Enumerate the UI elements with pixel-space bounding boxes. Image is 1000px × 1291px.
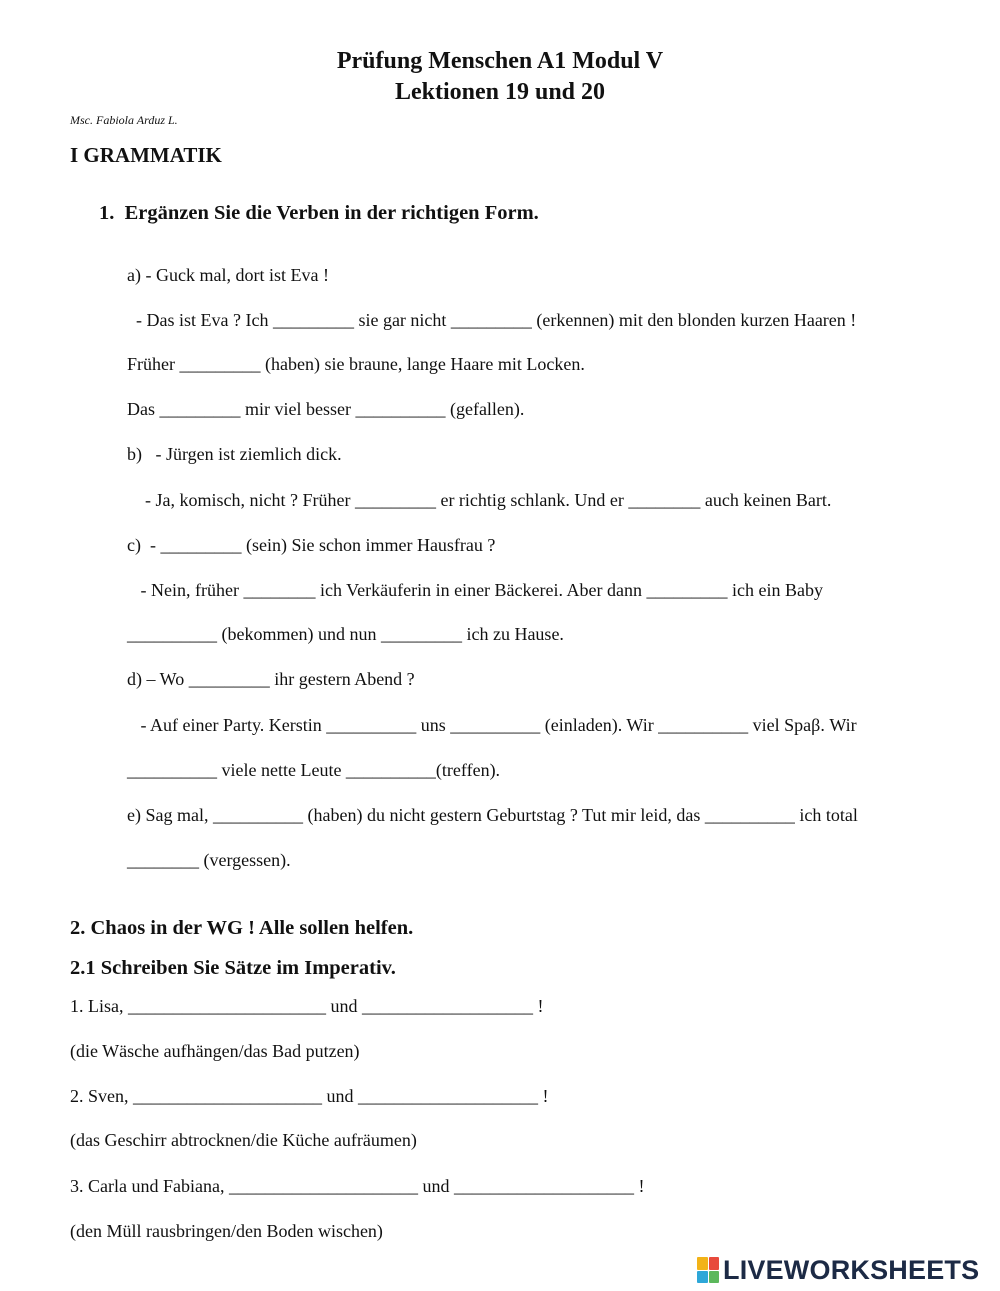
logo-square-1 <box>697 1257 708 1270</box>
exercise-1-line-b2: - Ja, komisch, nicht ? Früher _________ er richtig schlank. Und er ________ auch keinen Bart. <box>127 490 832 510</box>
exercise-1-line-e2: ________ (vergessen). <box>127 850 291 870</box>
liveworksheets-logo-icon <box>697 1257 719 1283</box>
imperative-hint-1: (die Wäsche aufhängen/das Bad putzen) <box>70 1041 360 1061</box>
exercise-1-line-e1: e) Sag mal, __________ (haben) du nicht gestern Geburtstag ? Tut mir leid, das __________ ich total <box>127 805 858 825</box>
exercise-1-line-b1: b) - Jürgen ist ziemlich dick. <box>127 444 342 464</box>
logo-square-4 <box>709 1271 720 1284</box>
section-heading-grammatik: I GRAMMATIK <box>70 143 222 167</box>
exercise-1-line-a4: Das _________ mir viel besser __________ (gefallen). <box>127 399 525 419</box>
author-name: Msc. Fabiola Arduz L. <box>70 113 178 127</box>
exercise-1-line-a3: Früher _________ (haben) sie braune, lange Haare mit Locken. <box>127 354 585 374</box>
imperative-sentence-2: 2. Sven, _____________________ und ____________________ ! <box>70 1086 549 1106</box>
imperative-sentence-1: 1. Lisa, ______________________ und ___________________ ! <box>70 996 544 1016</box>
exercise-1-line-d3: __________ viele nette Leute __________(treffen). <box>127 760 501 780</box>
exercise-1-title: 1. Ergänzen Sie die Verben in der richtigen Form. <box>99 202 539 224</box>
liveworksheets-logo <box>697 1254 979 1286</box>
exercise-1-line-c2: - Nein, früher ________ ich Verkäuferin in einer Bäckerei. Aber dann _________ ich ein Baby <box>127 580 823 600</box>
exercise-2-title: 2. Chaos in der WG ! Alle sollen helfen. <box>70 917 414 939</box>
page-subtitle: Lektionen 19 und 20 <box>394 79 606 105</box>
exercise-2-1-title: 2.1 Schreiben Sie Sätze im Imperativ. <box>70 957 396 979</box>
liveworksheets-logo-text: LIVEWORKSHEETS <box>723 1254 980 1285</box>
exercise-1-line-a2: - Das ist Eva ? Ich _________ sie gar nicht _________ (erkennen) mit den blonden kurzen Haaren ! <box>127 310 857 330</box>
exercise-1-line-c1: c) - _________ (sein) Sie schon immer Hausfrau ? <box>127 535 496 555</box>
logo-square-2 <box>709 1257 720 1270</box>
page-title: Prüfung Menschen A1 Modul V <box>336 48 664 74</box>
imperative-hint-3: (den Müll rausbringen/den Boden wischen) <box>70 1221 383 1241</box>
logo-square-3 <box>697 1271 708 1284</box>
exercise-1-line-d2: - Auf einer Party. Kerstin __________ uns __________ (einladen). Wir __________ viel Spaβ. Wir <box>127 715 857 735</box>
imperative-sentence-3: 3. Carla und Fabiana, _____________________ und ____________________ ! <box>70 1176 645 1196</box>
exercise-1-line-a1: a) - Guck mal, dort ist Eva ! <box>127 265 329 285</box>
exercise-1-line-d1: d) – Wo _________ ihr gestern Abend ? <box>127 669 415 689</box>
exercise-1-line-c3: __________ (bekommen) und nun _________ ich zu Hause. <box>127 624 564 644</box>
imperative-hint-2: (das Geschirr abtrocknen/die Küche aufräumen) <box>70 1130 417 1150</box>
